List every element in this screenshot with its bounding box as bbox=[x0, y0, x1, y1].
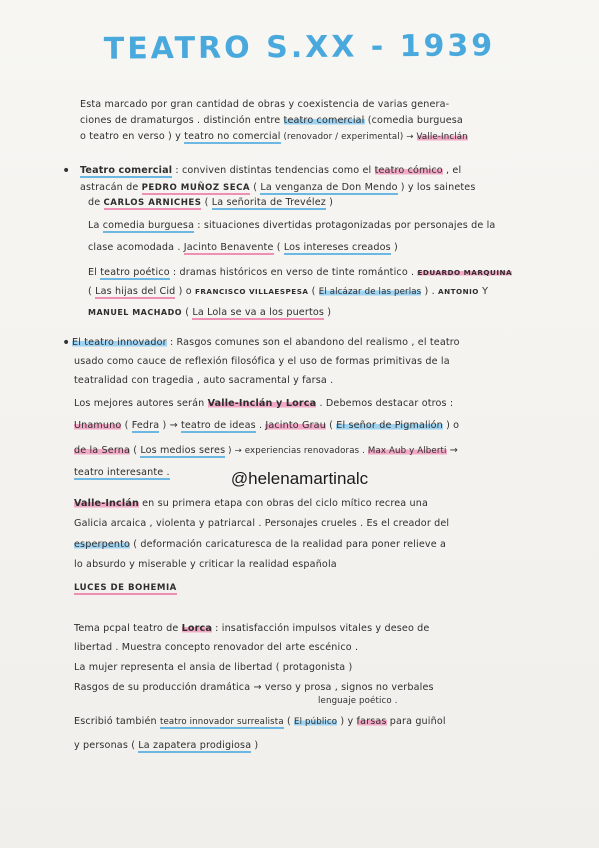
valle-line-3: esperpento ( deformación caricaturesca de la realidad para poner relieve a bbox=[74, 539, 447, 550]
valle-line-2: Galicia arcaica , violenta y patriarcal . Personajes crueles . Es el creador del bbox=[74, 518, 450, 529]
lorca-line-7: y personas ( La zapatera prodigiosa ) bbox=[74, 740, 259, 751]
intro-line-1: Esta marcado por gran cantidad de obras y coexistencia de varias genera- bbox=[80, 99, 450, 110]
lorca-line-5: lenguaje poético . bbox=[318, 696, 398, 706]
lorca-line-2: libertad . Muestra concepto renovador del arte escénico . bbox=[74, 642, 359, 653]
comercial-line-2: astracán de PEDRO MUÑOZ SECA ( La venganza de Don Mendo ) y los sainetes bbox=[80, 182, 476, 193]
innovador-line-6: de la Serna ( Los medios seres ) → experiencias renovadoras . Max Aub y Alberti → bbox=[74, 445, 458, 456]
comercial-line-7: ( Las hijas del Cid ) o FRANCISCO VILLAESPESA ( El alcázar de las perlas ) . ANTONIO Y bbox=[88, 286, 489, 297]
comercial-line-1: Teatro comercial : conviven distintas tendencias como el teatro cómico , el bbox=[80, 165, 462, 176]
innovador-line-7: teatro interesante . bbox=[74, 467, 170, 478]
lorca-line-3: La mujer representa el ansia de libertad ( protagonista ) bbox=[74, 662, 353, 673]
lorca-line-4: Rasgos de su producción dramática → verso y prosa , signos no verbales bbox=[74, 682, 434, 693]
lorca-line-1: Tema pcpal teatro de Lorca : insatisfacción impulsos vitales y deseo de bbox=[74, 623, 430, 634]
valle-line-1: Valle-Inclán en su primera etapa con obras del ciclo mítico recrea una bbox=[74, 498, 428, 509]
comercial-line-6: El teatro poético : dramas históricos en verso de tinte romántico . EDUARDO MARQUINA bbox=[88, 267, 513, 278]
comercial-line-8: MANUEL MACHADO ( La Lola se va a los puertos ) bbox=[88, 307, 332, 318]
comercial-line-5: clase acomodada . Jacinto Benavente ( Los intereses creados ) bbox=[88, 242, 398, 253]
innovador-line-3: teatralidad con tragedia , auto sacramental y farsa . bbox=[74, 375, 334, 386]
intro-line-3: o teatro en verso ) y teatro no comercial (renovador / experimental) → Valle-Inclán bbox=[80, 131, 468, 142]
comercial-line-3: de CARLOS ARNICHES ( La señorita de Trevélez ) bbox=[88, 197, 334, 208]
bullet-comercial: • bbox=[62, 163, 71, 179]
comercial-line-4: La comedia burguesa : situaciones divertidas protagonizadas por personajes de la bbox=[88, 220, 496, 231]
innovador-line-2: usado como cauce de reflexión filosófica y el uso de formas primitivas de la bbox=[74, 356, 450, 367]
innovador-line-4: Los mejores autores serán Valle-Inclán y Lorca . Debemos destacar otros : bbox=[74, 398, 454, 409]
valle-line-5: LUCES DE BOHEMIA bbox=[74, 583, 177, 593]
page-title: TEATRO S.XX - 1939 bbox=[103, 28, 496, 67]
innovador-line-5: Unamuno ( Fedra ) → teatro de ideas . Jacinto Grau ( El señor de Pigmalión ) o bbox=[74, 420, 460, 431]
intro-line-2: ciones de dramaturgos . distinción entre teatro comercial (comedia burguesa bbox=[80, 115, 463, 126]
bullet-innovador: • bbox=[62, 335, 71, 351]
innovador-line-1: El teatro innovador : Rasgos comunes son el abandono del realismo , el teatro bbox=[72, 337, 460, 348]
watermark-handle: @helenamartinalc bbox=[230, 469, 369, 488]
valle-line-4: lo absurdo y miserable y criticar la realidad española bbox=[74, 559, 337, 570]
lorca-line-6: Escribió también teatro innovador surrealista ( El público ) y farsas para guiñol bbox=[74, 716, 446, 727]
